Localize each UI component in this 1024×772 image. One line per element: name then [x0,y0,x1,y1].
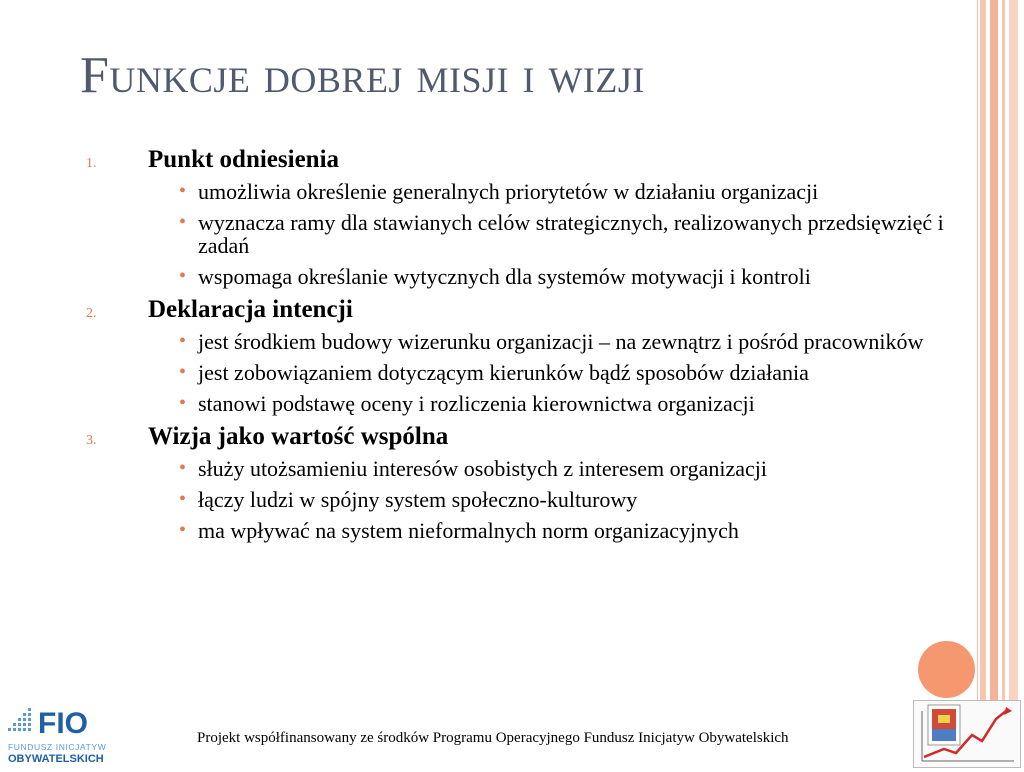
bullet-text: umożliwia określenie generalnych priorytetów w działaniu organizacji [198,179,819,204]
bullet-icon: • [178,180,186,202]
stripe [990,0,998,768]
section-heading [86,146,956,174]
bullet-icon: • [178,330,186,352]
bullet-text: łączy ludzi w spójny system społeczno-kulturowy [198,487,638,512]
list-item [86,361,956,384]
fio-logo-main: FIO [38,707,88,740]
bullet-icon: • [178,488,186,510]
bullet-text: wspomaga określanie wytycznych dla systemów motywacji i kontroli [198,264,811,289]
list-item [86,488,956,511]
footer-text: Projekt współfinansowany ze środków Programu Operacyjnego Fundusz Inicjatyw Obywatelskich [197,730,789,746]
section-heading [86,296,956,324]
section-number: 1. [86,156,97,171]
section-heading-text: Deklaracja intencji [148,296,353,323]
bullet-text: ma wpływać na system nieformalnych norm organizacyjnych [198,518,739,543]
bullet-icon: • [178,392,186,414]
bullet-text: jest środkiem budowy wizerunku organizacji – na zewnątrz i pośród pracowników [198,329,924,354]
section-heading-text: Punkt odniesienia [148,146,340,173]
list-item [86,265,956,288]
fio-logo-line1: FUNDUSZ INICJATYW [8,742,107,752]
bullet-icon: • [178,265,186,287]
section-heading [86,423,956,451]
section-number: 3. [86,433,97,448]
content-list [86,146,956,550]
bullet-list [86,180,956,288]
list-item [86,519,956,542]
list-item [86,180,956,203]
bullet-list [86,457,956,542]
stripe [1002,0,1005,768]
growth-chart-logo-icon [913,700,1021,768]
bullet-icon: • [178,457,186,479]
stripe [1009,0,1018,768]
bullet-text: służy utożsamieniu interesów osobistych z interesem organizacji [198,456,767,481]
slide-title: Funkcje dobrej misji i wizji [80,47,645,104]
growth-chart-icon [914,701,1020,767]
bullet-text: stanowi podstawę oceny i rozliczenia kierownictwa organizacji [198,391,755,416]
bullet-icon: • [178,361,186,383]
decorative-stripes [980,0,1024,768]
decorative-circle-icon [918,641,975,698]
bullet-list [86,330,956,415]
bullet-text: jest zobowiązaniem dotyczącym kierunków bądź sposobów działania [198,360,809,385]
section-number: 2. [86,306,97,321]
section-heading-text: Wizja jako wartość wspólna [148,423,449,450]
bullet-text: wyznacza ramy dla stawianych celów strategicznych, realizowanych przedsięwzięć i zadań [198,210,944,258]
bullet-icon: • [178,519,186,541]
list-item [86,457,956,480]
list-item [86,330,956,353]
section-2 [86,296,956,415]
list-item [86,392,956,415]
footer [0,700,1024,768]
section-1 [86,146,956,288]
list-item [86,211,956,257]
stripe [980,0,986,768]
fio-logo-line2: OBYWATELSKICH [8,753,104,764]
bullet-icon: • [178,211,186,233]
section-3 [86,423,956,542]
fio-logo-icon [6,706,124,764]
